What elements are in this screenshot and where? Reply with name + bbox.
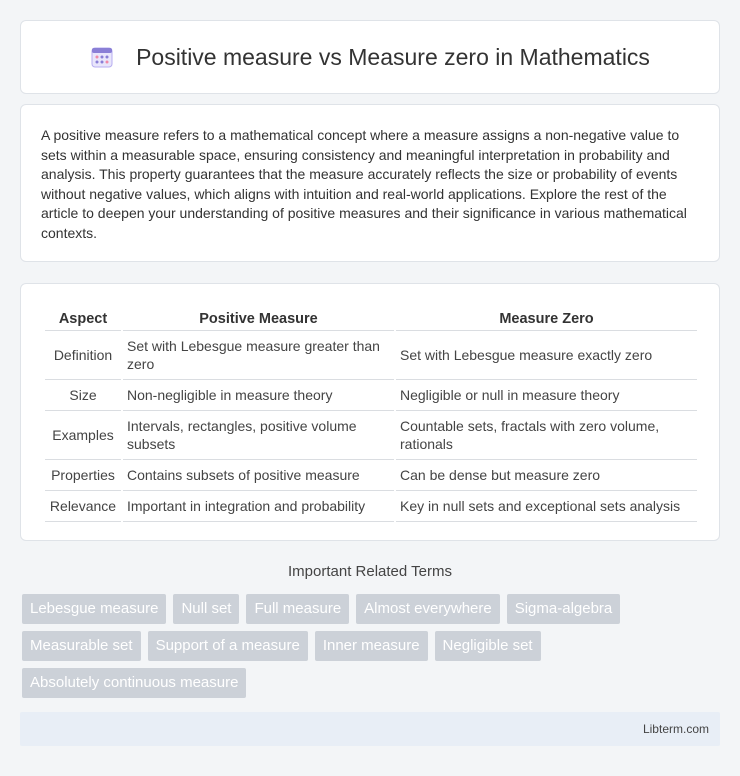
table-header-row <box>45 304 697 331</box>
header-card <box>20 20 720 94</box>
related-term-tag[interactable]: Negligible set <box>435 631 541 661</box>
related-term-tag[interactable]: Absolutely continuous measure <box>22 668 246 698</box>
cell-positive-measure: Non-negligible in measure theory <box>123 380 394 411</box>
related-term-tag[interactable]: Sigma-algebra <box>507 594 621 624</box>
cell-measure-zero: Countable sets, fractals with zero volume, rationals <box>396 411 697 460</box>
table-row <box>45 411 697 460</box>
related-term-tag[interactable]: Inner measure <box>315 631 428 661</box>
cell-measure-zero: Negligible or null in measure theory <box>396 380 697 411</box>
page-title: Positive measure vs Measure zero in Mathematics <box>136 43 650 70</box>
header-positive-measure: Positive Measure <box>123 304 394 331</box>
related-terms-title: Important Related Terms <box>288 563 452 580</box>
table-row <box>45 380 697 411</box>
related-term-tag[interactable]: Measurable set <box>22 631 141 661</box>
cell-aspect: Size <box>45 380 121 411</box>
cell-positive-measure: Important in integration and probability <box>123 491 394 522</box>
cell-positive-measure: Set with Lebesgue measure greater than zero <box>123 331 394 380</box>
table-row <box>45 460 697 491</box>
related-term-tag[interactable]: Full measure <box>246 594 349 624</box>
header-aspect: Aspect <box>45 304 121 331</box>
related-terms-list <box>22 594 722 698</box>
cell-positive-measure: Contains subsets of positive measure <box>123 460 394 491</box>
calendar-grid-icon <box>90 45 114 69</box>
comparison-table-card <box>20 283 720 541</box>
cell-aspect: Properties <box>45 460 121 491</box>
cell-aspect: Definition <box>45 331 121 380</box>
cell-aspect: Relevance <box>45 491 121 522</box>
intro-paragraph: A positive measure refers to a mathematical concept where a measure assigns a non-negative value to sets within a measurable space, ensuring consistency and meaningful interpretation in probability and analysis. This property guarantees that the measure accurately reflects the size or probability of events without negative values, which aligns with intuition and real-world applications. Explore the rest of the article to deepen your understanding of positive measures and their significance in various mathematical contexts. <box>41 127 687 241</box>
related-term-tag[interactable]: Lebesgue measure <box>22 594 166 624</box>
footer <box>20 712 720 746</box>
related-term-tag[interactable]: Support of a measure <box>148 631 308 661</box>
table-row <box>45 331 697 380</box>
intro-card <box>20 104 720 262</box>
comparison-table <box>43 304 699 522</box>
related-term-tag[interactable]: Null set <box>173 594 239 624</box>
cell-measure-zero: Key in null sets and exceptional sets analysis <box>396 491 697 522</box>
footer-site-link[interactable]: Libterm.com <box>642 722 709 736</box>
cell-aspect: Examples <box>45 411 121 460</box>
cell-measure-zero: Set with Lebesgue measure exactly zero <box>396 331 697 380</box>
cell-measure-zero: Can be dense but measure zero <box>396 460 697 491</box>
cell-positive-measure: Intervals, rectangles, positive volume subsets <box>123 411 394 460</box>
table-row <box>45 491 697 522</box>
related-term-tag[interactable]: Almost everywhere <box>356 594 500 624</box>
header-measure-zero: Measure Zero <box>396 304 697 331</box>
